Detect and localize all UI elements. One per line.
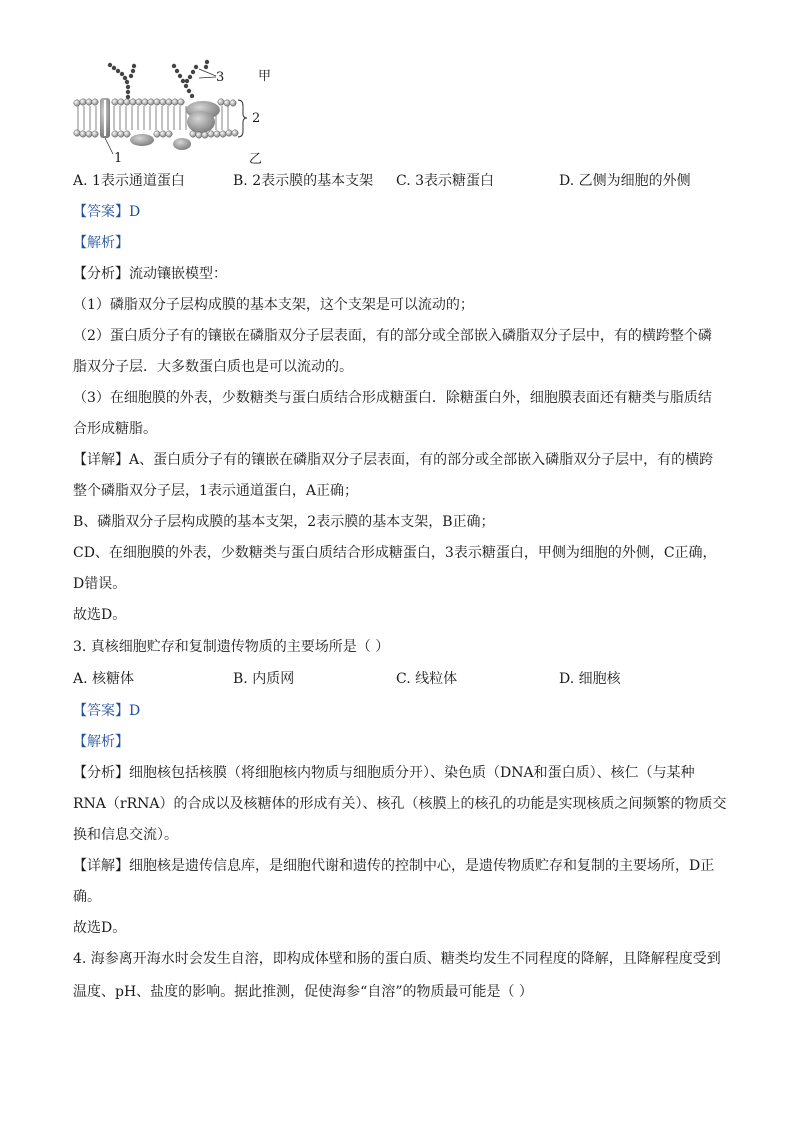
label-2: 2 <box>252 111 261 126</box>
q2-detail-line: CD、在细胞膜的外表，少数糖类与蛋白质结合形成糖蛋白，3表示糖蛋白，甲侧为细胞的外侧，C正确， <box>73 545 717 561</box>
q2-detail-line: 整个磷脂双分子层，1表示通道蛋白，A正确； <box>73 483 359 499</box>
q2-option-a[interactable]: A. 1表示通道蛋白 <box>73 173 185 189</box>
q3-analysis-line: 换和信息交流）。 <box>73 827 178 843</box>
q2-analysis-line: 脂双分子层．大多数蛋白质也是可以流动的。 <box>73 359 353 375</box>
label-3: 3 <box>216 70 225 85</box>
q2-analysis-line: （2）蛋白质分子有的镶嵌在磷脂双分子层表面，有的部分或全部嵌入磷脂双分子层中，有的横跨整个磷 <box>73 328 712 344</box>
label-yi: 乙 <box>249 152 263 167</box>
q2-detail-line: D错误。 <box>73 576 127 592</box>
q3-stem: 3. 真核细胞贮存和复制遗传物质的主要场所是（ ） <box>73 639 390 655</box>
q3-option-d[interactable]: D. 细胞核 <box>559 671 621 687</box>
label-1: 1 <box>114 151 123 166</box>
q2-analysis-line: 合形成糖脂。 <box>73 421 157 437</box>
q3-options <box>73 670 733 688</box>
q2-options <box>73 172 733 190</box>
q3-analysis-title: 【解析】 <box>73 734 129 750</box>
q3-option-b[interactable]: B. 内质网 <box>233 671 295 687</box>
label-jia: 甲 <box>258 69 272 84</box>
q2-option-d[interactable]: D. 乙侧为细胞的外侧 <box>559 173 691 189</box>
q2-conclusion: 故选D。 <box>73 607 127 623</box>
q3-option-c[interactable]: C. 线粒体 <box>396 671 458 687</box>
q2-analysis-title: 【解析】 <box>73 235 129 251</box>
q2-analysis-line: 【分析】流动镶嵌模型： <box>73 266 227 282</box>
cell-membrane-diagram <box>70 58 280 166</box>
q3-detail-line: 确。 <box>73 889 101 905</box>
q4-stem-line: 温度、pH、盐度的影响。据此推测，促使海参“自溶”的物质最可能是（ ） <box>73 984 533 1000</box>
q2-analysis-line: （1）磷脂双分子层构成膜的基本支架，这个支架是可以流动的； <box>73 297 474 313</box>
q2-option-b[interactable]: B. 2表示膜的基本支架 <box>233 173 374 189</box>
q2-detail-line: 【详解】A、蛋白质分子有的镶嵌在磷脂双分子层表面，有的部分或全部嵌入磷脂双分子层中，有的横跨 <box>73 452 714 468</box>
q2-detail-line: B、磷脂双分子层构成膜的基本支架，2表示膜的基本支架，B正确； <box>73 514 495 530</box>
q2-answer: 【答案】D <box>73 204 141 220</box>
q4-stem-line: 4. 海参离开海水时会发生自溶，即构成体壁和肠的蛋白质、糖类均发生不同程度的降解，且降解程度受到 <box>73 951 721 967</box>
q3-answer: 【答案】D <box>73 703 141 719</box>
q3-analysis-line: RNA（rRNA）的合成以及核糖体的形成有关）、核孔（核膜上的核孔的功能是实现核质之间频繁的物质交 <box>73 796 727 812</box>
q3-conclusion: 故选D。 <box>73 920 127 936</box>
q3-analysis-line: 【分析】细胞核包括核膜（将细胞核内物质与细胞质分开）、染色质（DNA和蛋白质）、核仁（与某种 <box>73 765 695 781</box>
fluid-mosaic-illustration <box>70 58 280 166</box>
q3-option-a[interactable]: A. 核糖体 <box>73 671 135 687</box>
q2-analysis-line: （3）在细胞膜的外表，少数糖类与蛋白质结合形成糖蛋白．除糖蛋白外，细胞膜表面还有糖类与脂质结 <box>73 390 712 406</box>
phospholipid-heads-bottom <box>74 130 238 138</box>
sugar-chains <box>108 60 209 99</box>
q2-option-c[interactable]: C. 3表示糖蛋白 <box>396 173 495 189</box>
q3-detail-line: 【详解】细胞核是遗传信息库，是细胞代谢和遗传的控制中心，是遗传物质贮存和复制的主要场所，D正 <box>73 858 715 874</box>
